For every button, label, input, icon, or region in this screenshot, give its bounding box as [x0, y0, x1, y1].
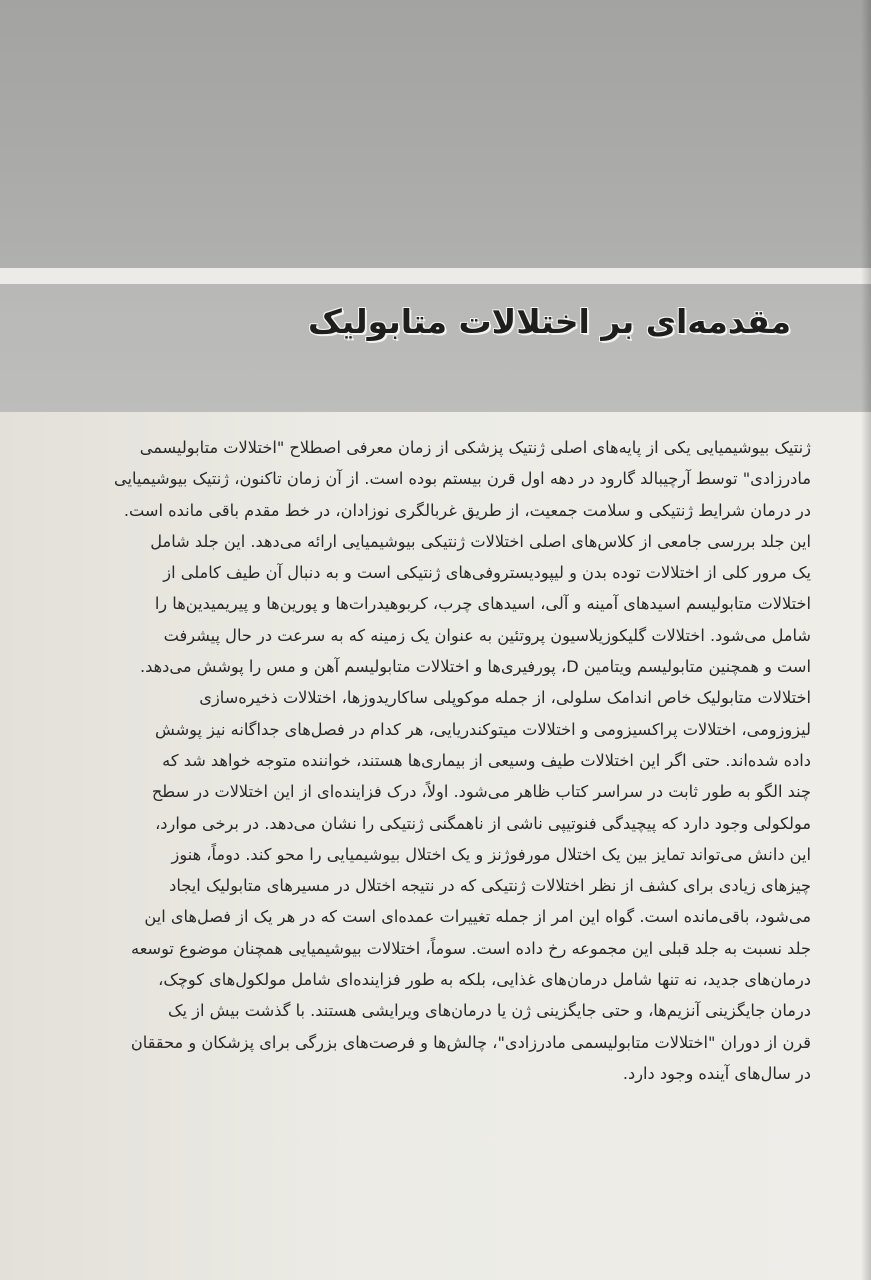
text-line: اختلالات متابولیسم اسیدهای آمینه و آلی، اسیدهای چرب، کربوهیدرات‌ها و پورین‌ها و پیریمیدین‌ها را — [154, 594, 811, 614]
divider-stripe — [0, 268, 871, 284]
text-line: است و همچنین متابولیسم ویتامین D، پورفیری‌ها و اختلالات متابولیسم آهن و مس را پوشش می‌دهد. — [139, 657, 811, 677]
text-line: مادرزادی" توسط آرچیبالد گارود در دهه اول قرن بیستم بوده است. از آن زمان تاکنون، ژنتیک بیوشیمیایی — [113, 469, 811, 489]
text-line: این دانش می‌تواند تمایز بین یک اختلال مورفوژنز و یک اختلال بیوشیمیایی را محو کند. دوماً، هنوز — [171, 844, 811, 864]
text-line: درمان‌های جدید، نه تنها شامل درمان‌های غذایی، بلکه به طور فزاینده‌ای شامل مولکول‌های کوچک، — [158, 970, 811, 990]
chapter-title: مقدمه‌ای بر اختلالات متابولیک — [307, 302, 791, 341]
page-edge-shadow — [861, 0, 871, 1280]
text-line: این جلد بررسی جامعی از کلاس‌های اصلی اختلالات ژنتیکی بیوشیمیایی ارائه می‌دهد. این جلد شامل — [150, 531, 811, 551]
text-line: مولکولی وجود دارد که پیچیدگی فنوتیپی ناشی از ناهمگنی ژنتیکی را نشان می‌دهد. در برخی موارد، — [155, 813, 811, 833]
text-line: در درمان شرایط ژنتیکی و سلامت جمعیت، از طریق غربالگری نوزادان، در خط مقدم باقی مانده است. — [123, 500, 811, 520]
text-line: ژنتیک بیوشیمیایی یکی از پایه‌های اصلی ژنتیک پزشکی از زمان معرفی اصطلاح "اختلالات متابولیسمی — [139, 438, 811, 457]
text-line: جلد نسبت به جلد قبلی این مجموعه رخ داده است. سوماً، اختلالات بیوشیمیایی همچنان موضوع توسعه — [131, 938, 811, 958]
top-gray-band — [0, 0, 871, 268]
text-line: چیزهای زیادی برای کشف از نظر اختلالات ژنتیکی که در نتیجه اختلال در مسیرهای متابولیک ایجاد — [169, 876, 811, 896]
text-line: لیزوزومی، اختلالات پراکسیزومی و اختلالات میتوکندریایی، هر کدام در فصل‌های جداگانه نیز پوشش — [154, 719, 811, 739]
text-line: در سال‌های آینده وجود دارد. — [622, 1063, 811, 1083]
text-line: یک مرور کلی از اختلالات توده بدن و لیپودیستروفی‌های ژنتیکی است و به دنبال آن طیف کاملی از — [163, 563, 811, 583]
text-line: قرن از دوران "اختلالات متابولیسمی مادرزادی"، چالش‌ها و فرصت‌های بزرگی برای پزشکان و محققان — [130, 1032, 811, 1052]
text-line: اختلالات متابولیک خاص اندامک سلولی، از جمله موکوپلی ساکاریدوزها، اختلالات ذخیره‌سازی — [199, 688, 811, 708]
text-line: درمان جایگزینی آنزیم‌ها، و حتی جایگزینی ژن یا درمان‌های ویرایشی هستند. با گذشت بیش از یک — [167, 1001, 811, 1021]
text-line: می‌شود، باقی‌مانده است. گواه این امر از جمله تغییرات عمده‌ای است که در هر یک از فصل‌های این — [144, 907, 811, 927]
body-paragraph — [50, 432, 811, 1089]
text-line: داده شده‌اند. حتی اگر این اختلالات طیف وسیعی از بیماری‌ها هستند، خواننده متوجه خواهد شد که — [162, 750, 811, 770]
text-line: چند الگو به طور ثابت در سراسر کتاب ظاهر می‌شود. اولاً، درک فزاینده‌ای از این اختلالات در سطح — [151, 782, 811, 802]
text-line: شامل می‌شود. اختلالات گلیکوزیلاسیون پروتئین به عنوان یک زمینه که به سرعت در حال پیشرفت — [163, 625, 811, 645]
